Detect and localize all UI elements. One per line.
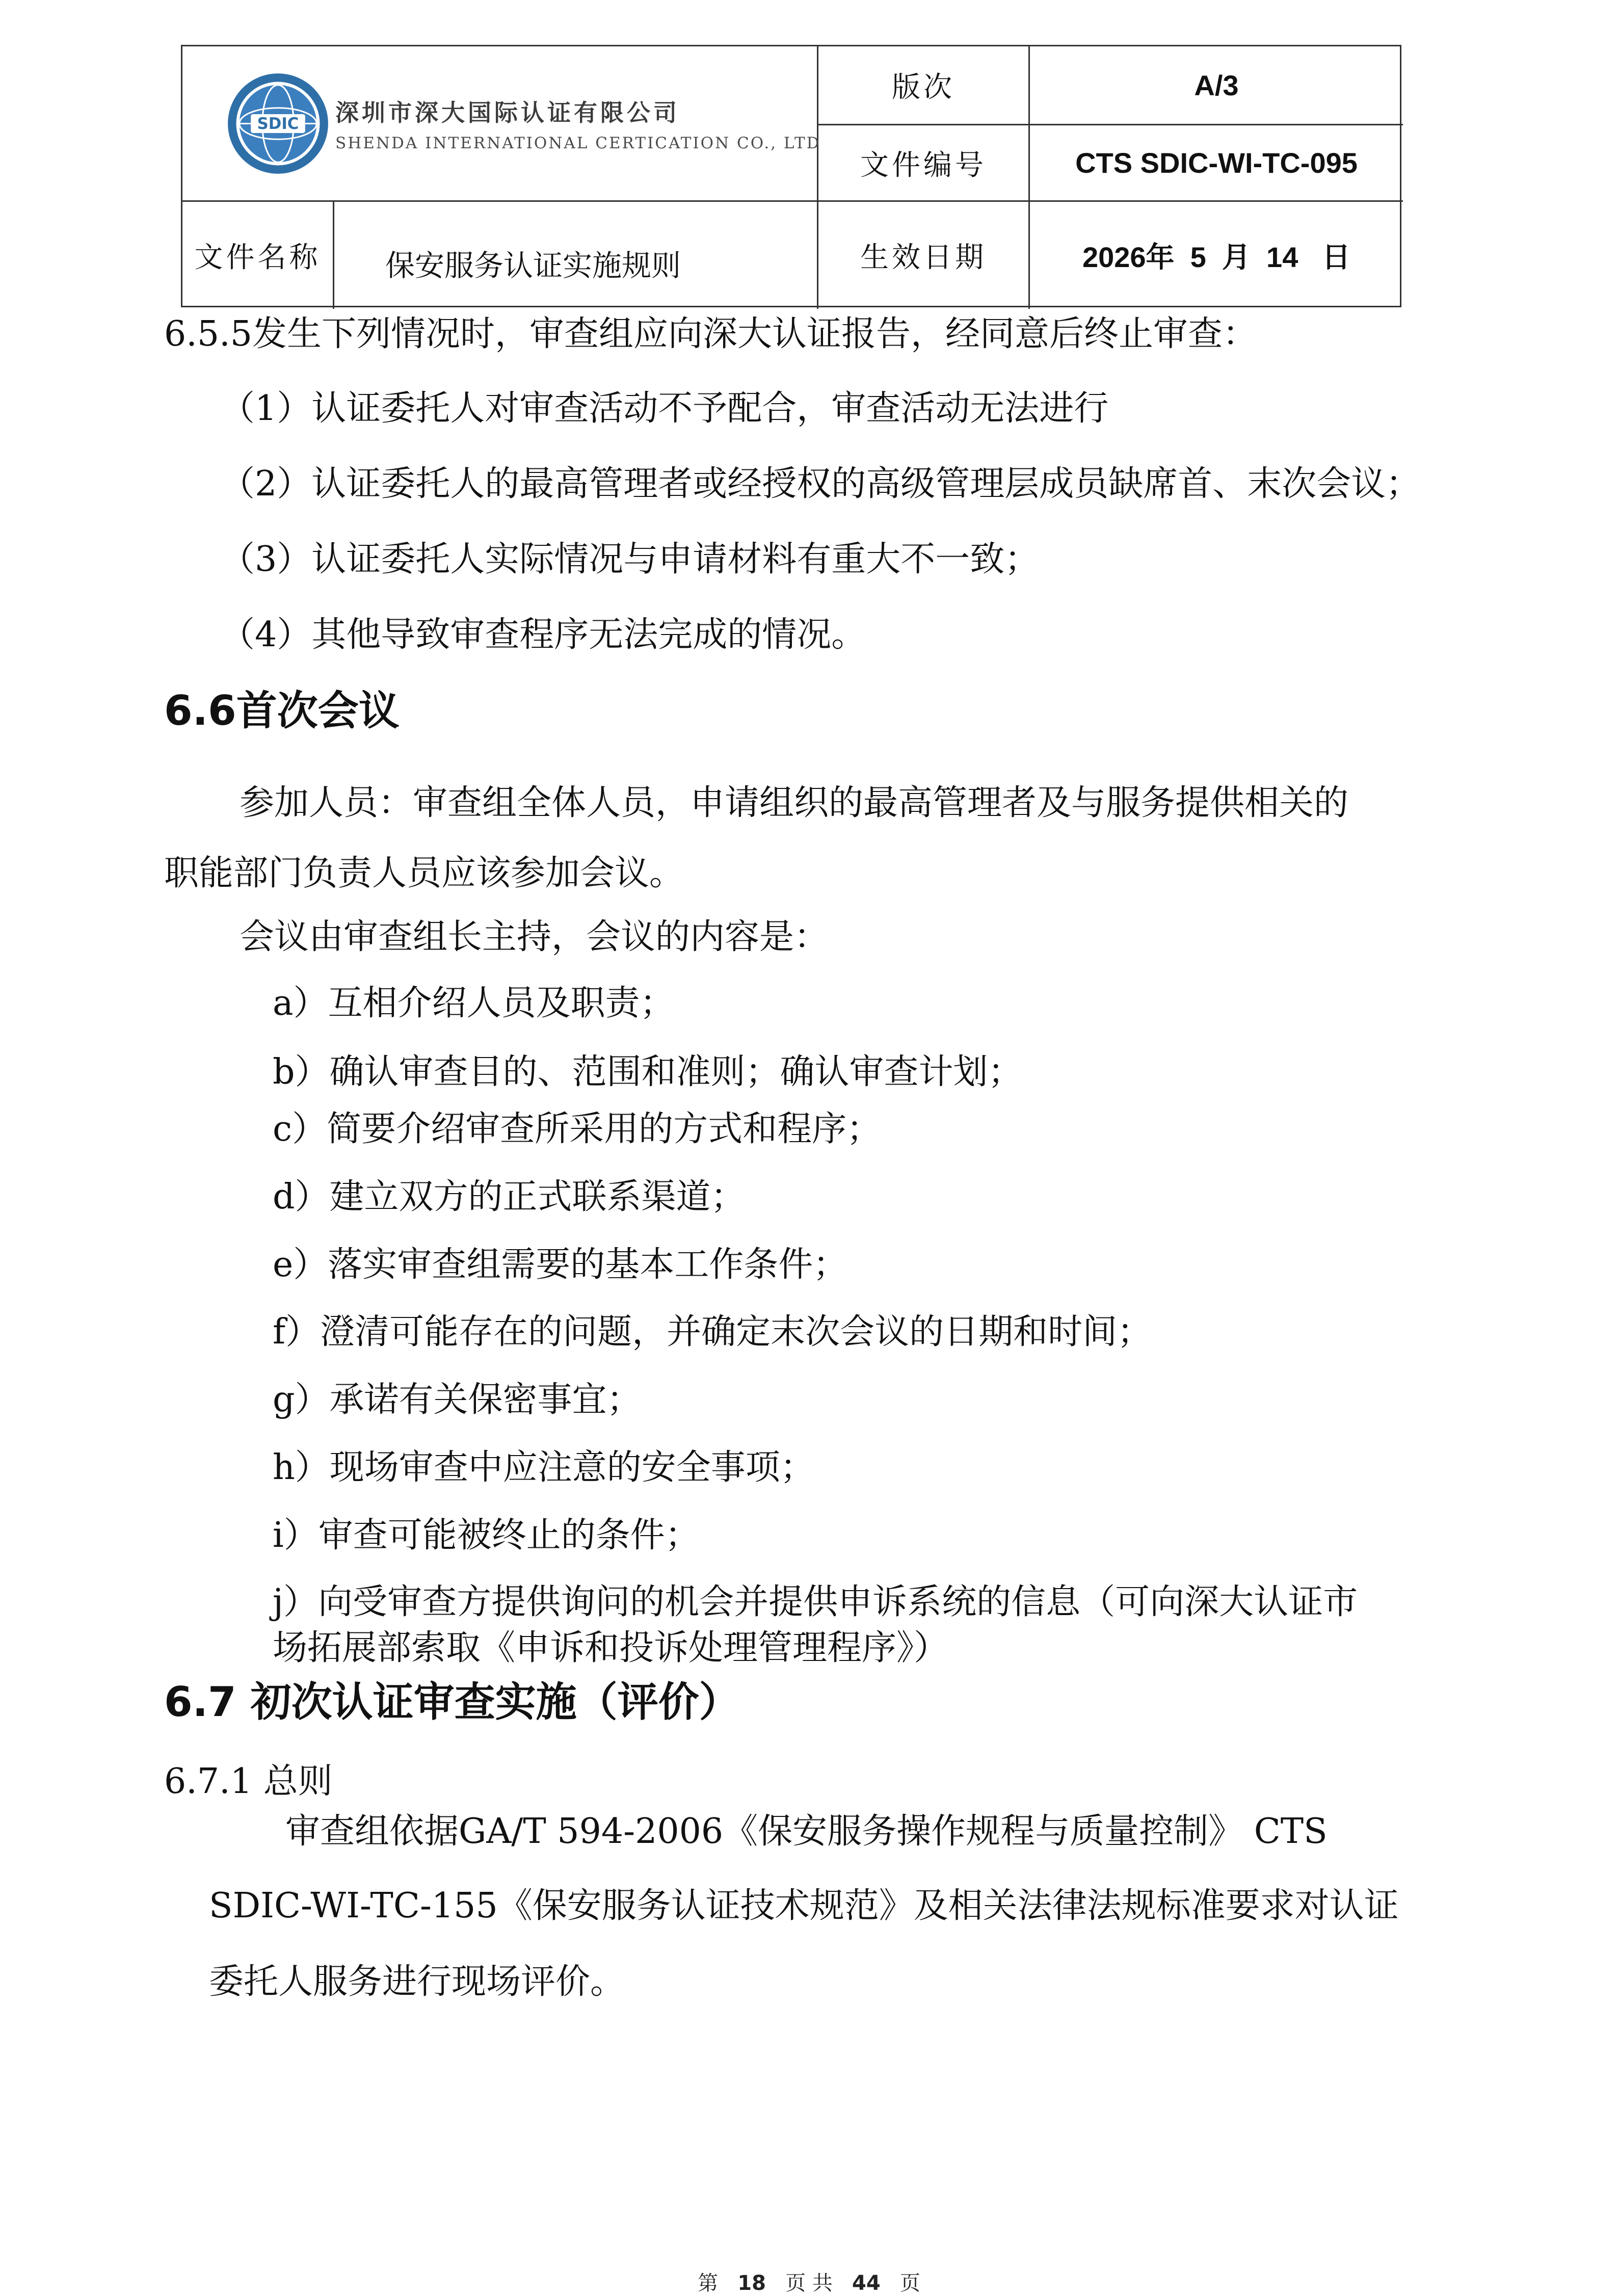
list-item: a）互相介绍人员及职责； xyxy=(273,983,675,1023)
list-item: j）向受审查方提供询问的机会并提供申诉系统的信息（可向深大认证市 xyxy=(273,1582,1358,1622)
list-item-continued: 场拓展部索取《申诉和投诉处理管理程序》） xyxy=(273,1628,949,1668)
paragraph: 委托人服务进行现场评价。 xyxy=(209,1962,625,2002)
svg-text:SDIC: SDIC xyxy=(257,114,299,133)
company-name-en: SHENDA INTERNATIONAL CERTICATION CO., LTD xyxy=(335,134,821,152)
company-name-cn: 深圳市深大国际认证有限公司 xyxy=(335,99,680,126)
list-item: （4）其他导致审查程序无法完成的情况。 xyxy=(220,615,866,655)
company-logo xyxy=(226,71,821,176)
doc-number-label: 文件编号 xyxy=(860,148,987,182)
list-item: d）建立双方的正式联系渠道； xyxy=(273,1177,746,1217)
doc-name-label: 文件名称 xyxy=(194,241,321,274)
company-name-block xyxy=(335,94,821,152)
version-label: 版次 xyxy=(892,71,955,104)
list-item: h）现场审查中应注意的安全事项； xyxy=(273,1447,815,1488)
company-logo-cell xyxy=(182,46,821,200)
current-page-number: 18 xyxy=(737,2272,766,2295)
section-6-5-5: 6.5.5发生下列情况时，审查组应向深大认证报告，经同意后终止审查： xyxy=(164,314,1258,354)
heading-6-6: 6.6首次会议 xyxy=(164,687,400,734)
footer-suffix: 页 xyxy=(899,2272,920,2295)
paragraph: 职能部门负责人员应该参加会议。 xyxy=(164,853,684,893)
list-item: i）审查可能被终止的条件； xyxy=(273,1515,700,1555)
document-header-table xyxy=(181,45,1401,307)
list-item: e）落实审查组需要的基本工作条件； xyxy=(273,1245,848,1285)
paragraph: 审查组依据GA/T 594-2006《保安服务操作规程与质量控制》 CTS xyxy=(285,1811,1328,1852)
section-6-7-1: 6.7.1 总则 xyxy=(164,1761,333,1802)
footer-mid: 页 共 xyxy=(785,2272,833,2295)
version-value: A/3 xyxy=(1194,69,1239,101)
effective-date-value: 2026年 5 月 14 日 xyxy=(1082,241,1351,273)
paragraph: 会议由审查组长主持，会议的内容是： xyxy=(240,917,829,957)
paragraph: SDIC-WI-TC-155《保安服务认证技术规范》及相关法律法规标准要求对认证 xyxy=(209,1886,1399,1926)
list-item: （1）认证委托人对审查活动不予配合，审查活动无法进行 xyxy=(220,388,1109,429)
total-page-count: 44 xyxy=(852,2272,881,2295)
list-item: （3）认证委托人实际情况与申请材料有重大不一致； xyxy=(220,539,1040,579)
company-seal-icon xyxy=(226,71,330,176)
list-item: f）澄清可能存在的问题，并确定末次会议的日期和时间； xyxy=(273,1312,1152,1352)
list-item: c）简要介绍审查所采用的方式和程序； xyxy=(273,1109,882,1149)
list-item: b）确认审查目的、范围和准则；确认审查计划； xyxy=(273,1052,1023,1092)
list-item: （2）认证委托人的最高管理者或经授权的高级管理层成员缺席首、末次会议； xyxy=(220,464,1421,504)
doc-name-value: 保安服务认证实施规则 xyxy=(385,248,681,283)
footer-prefix: 第 xyxy=(698,2272,719,2295)
effective-date-label: 生效日期 xyxy=(860,241,987,274)
list-item: g）承诺有关保密事宜； xyxy=(273,1380,642,1420)
heading-6-7: 6.7 初次认证审查实施（评价） xyxy=(164,1678,740,1726)
page-footer xyxy=(0,2267,1618,2296)
doc-number-value: CTS SDIC-WI-TC-095 xyxy=(1075,147,1358,179)
paragraph: 参加人员：审查组全体人员，申请组织的最高管理者及与服务提供相关的 xyxy=(240,783,1349,823)
